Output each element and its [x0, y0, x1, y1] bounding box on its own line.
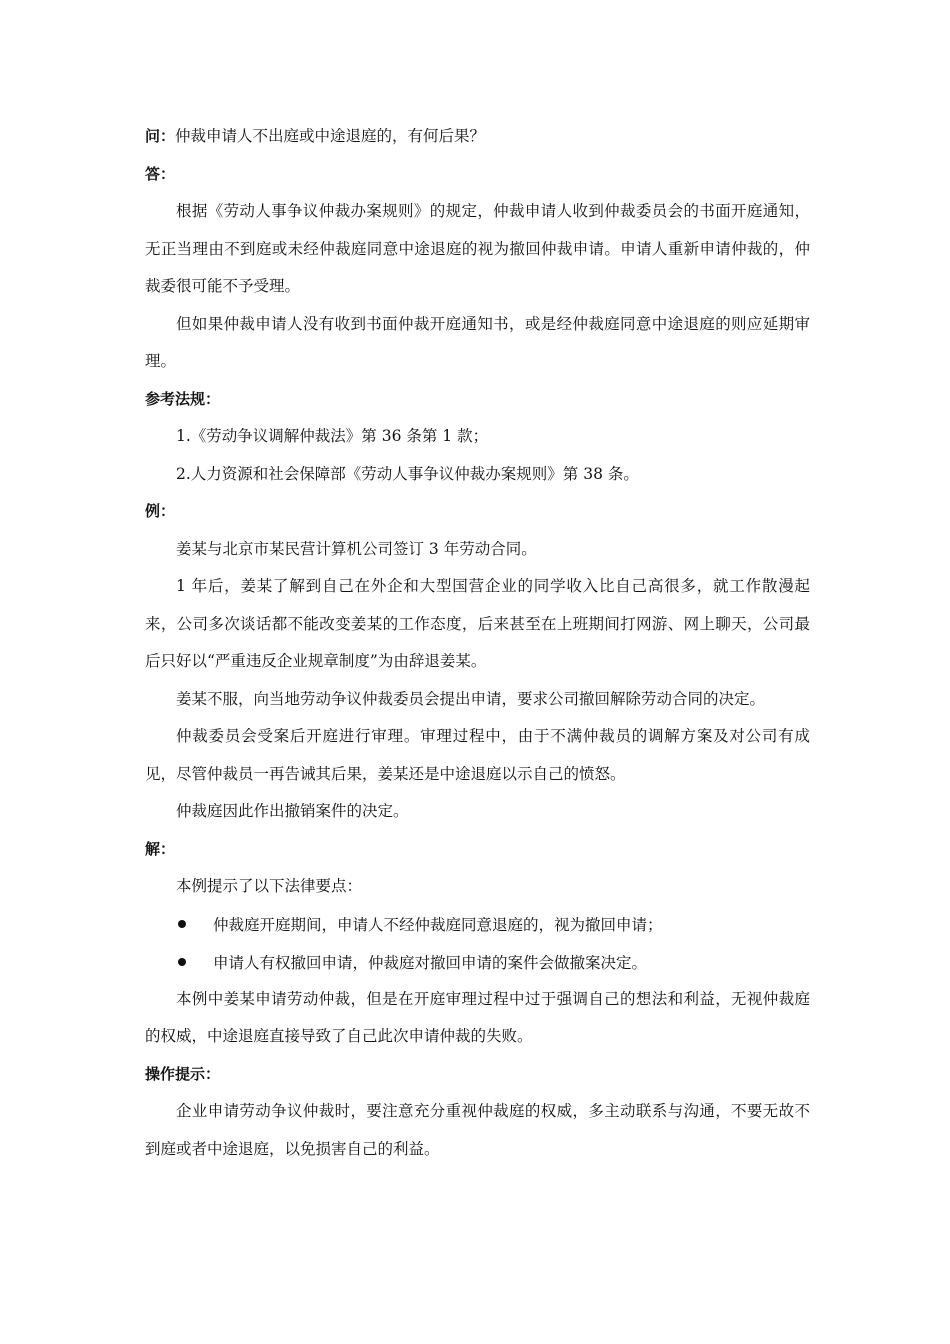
- example-paragraph-1: 姜某与北京市某民营计算机公司签订 3 年劳动合同。: [176, 539, 537, 558]
- answer-heading: 答：: [145, 164, 176, 183]
- answer-paragraph-1: 根据《劳动人事争议仲裁办案规则》的规定，仲裁申请人收到仲裁委员会的书面开庭通知，无正当理由不到庭或未经仲裁庭同意中途退庭的视为撤回仲裁申请。申请人重新申请仲裁的，仲裁委很可能不予受理。: [145, 202, 810, 295]
- reference-item-2: 2.人力资源和社会保障部《劳动人事争议仲裁办案规则》第 38 条。: [176, 464, 639, 483]
- example-heading: 例：: [145, 502, 176, 520]
- bullet-dot-icon: [178, 920, 186, 928]
- question-text: 仲裁申请人不出庭或中途退庭的，有何后果？: [175, 127, 486, 145]
- analysis-bullet-text-2: 申请人有权撤回申请，仲裁庭对撤回申请的案件会做撤案决定。: [213, 953, 648, 972]
- analysis-intro: 本例提示了以下法律要点：: [176, 877, 363, 895]
- tips-paragraph: 企业申请劳动争议仲裁时，要注意充分重视仲裁庭的权威，多主动联系与沟通，不要无故不到庭或者中途退庭，以免损害自己的利益。: [145, 1102, 810, 1158]
- analysis-bullet-text-1: 仲裁庭开庭期间，申请人不经仲裁庭同意退庭的，视为撤回申请；: [213, 916, 663, 935]
- example-paragraph-3: 姜某不服，向当地劳动争议仲裁委员会提出申请，要求公司撤回解除劳动合同的决定。: [176, 689, 766, 708]
- document-page: [145, 118, 810, 1168]
- reference-item-1: 1.《劳动争议调解仲裁法》第 36 条第 1 款；: [176, 427, 489, 445]
- question-line: [145, 118, 810, 156]
- example-paragraph-5: 仲裁庭因此作出撤销案件的决定。: [176, 802, 409, 820]
- analysis-heading: 解：: [145, 839, 176, 858]
- tips-heading: 操作提示：: [145, 1064, 221, 1083]
- bullet-dot-icon: [178, 958, 186, 966]
- question-label: 问：: [145, 127, 176, 145]
- analysis-bullet-item-2: [145, 943, 810, 981]
- analysis-conclusion: 本例中姜某申请劳动仲裁，但是在开庭审理过程中过于强调自己的想法和利益，无视仲裁庭的权威，中途退庭直接导致了自己此次申请仲裁的失败。: [145, 989, 810, 1045]
- analysis-bullet-item-1: [145, 906, 810, 944]
- answer-paragraph-2: 但如果仲裁申请人没有收到书面仲裁开庭通知书，或是经仲裁庭同意中途退庭的则应延期审理。: [145, 314, 810, 370]
- example-paragraph-4: 仲裁委员会受案后开庭进行审理。审理过程中，由于不满仲裁员的调解方案及对公司有成见，尽管仲裁员一再告诫其后果，姜某还是中途退庭以示自己的愤怒。: [145, 727, 810, 783]
- references-heading: 参考法规：: [145, 389, 221, 408]
- example-paragraph-2: 1 年后，姜某了解到自己在外企和大型国营企业的同学收入比自己高很多，就工作散漫起来，公司多次谈话都不能改变姜某的工作态度，后来甚至在上班期间打网游、网上聊天，公司最后只好以“严重违反企业规章制度”为由辞退姜某。: [145, 577, 810, 670]
